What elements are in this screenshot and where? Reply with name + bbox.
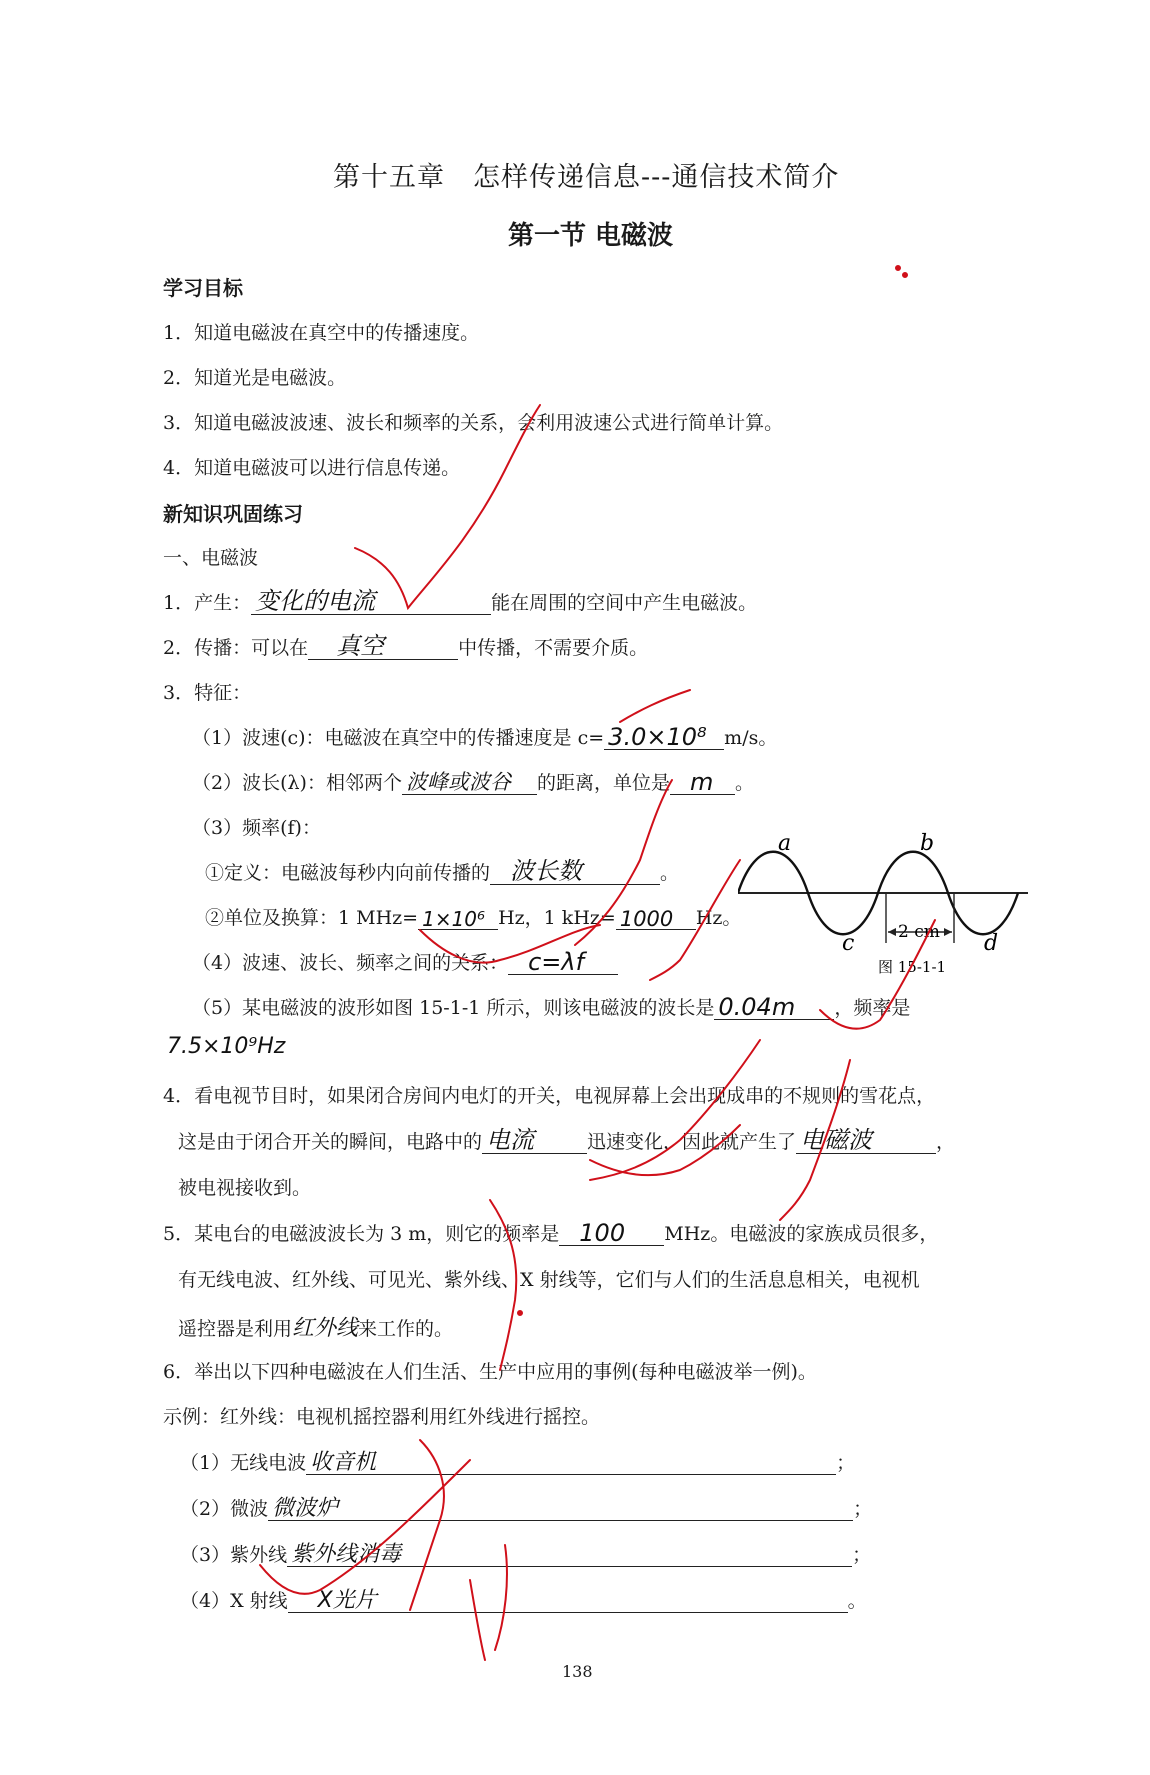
app-label: （3）紫外线 xyxy=(180,1544,288,1566)
app-label: （2）微波 xyxy=(180,1498,269,1520)
handwritten-answer: 7.5×10⁹Hz xyxy=(167,1034,286,1059)
handwritten-answer: 1×10⁶ xyxy=(422,907,486,931)
app-end: 。 xyxy=(847,1590,867,1612)
example-line: 示例：红外线：电视机摇控器利用红外线进行摇控。 xyxy=(163,1406,601,1428)
handwritten-answer: c=λf xyxy=(528,948,585,976)
question-text: 来工作的。 xyxy=(358,1318,454,1340)
label-a: a xyxy=(778,831,792,856)
question-3-5 xyxy=(192,993,910,1020)
question-1 xyxy=(163,588,757,615)
handwritten-answer: 电磁波 xyxy=(800,1126,873,1154)
app-row xyxy=(180,1540,871,1567)
part-heading: 一、电磁波 xyxy=(163,547,259,569)
question-3-3: （3）频率(f)： xyxy=(192,817,321,839)
check-mark xyxy=(620,690,690,722)
answer-blank[interactable] xyxy=(163,1035,313,1058)
handwritten-answer: 收音机 xyxy=(310,1450,377,1475)
label-b: b xyxy=(920,831,935,856)
answer-blank[interactable] xyxy=(482,1126,587,1154)
goal-item: 1．知道电磁波在真空中的传播速度。 xyxy=(163,322,480,344)
app-row xyxy=(180,1494,872,1521)
question-text: 这是由于闭合开关的瞬间，电路中的 xyxy=(178,1131,483,1153)
check-mark xyxy=(590,1040,760,1180)
question-text: Hz。 xyxy=(695,907,742,929)
question-text: （2）波长(λ)：相邻两个 xyxy=(192,772,402,794)
handwritten-answer: X光片 xyxy=(317,1588,377,1613)
handwritten-answer: 电流 xyxy=(486,1126,535,1154)
answer-blank[interactable] xyxy=(268,1498,853,1521)
section-title: 第一节 电磁波 xyxy=(508,221,674,251)
app-row xyxy=(180,1448,855,1475)
answer-blank[interactable] xyxy=(796,1126,936,1154)
answer-blank[interactable] xyxy=(402,772,537,795)
app-label: （4）X 射线 xyxy=(180,1590,288,1612)
question-5-line1 xyxy=(163,1219,938,1246)
question-text: 能在周围的空间中产生电磁波。 xyxy=(491,592,758,614)
answer-blank[interactable] xyxy=(308,632,458,660)
answer-blank[interactable] xyxy=(251,587,491,615)
app-row xyxy=(180,1586,867,1613)
ink-dot xyxy=(903,273,907,277)
answer-blank[interactable] xyxy=(508,948,618,976)
handwritten-answer: 1000 xyxy=(619,907,674,931)
question-6: 6．举出以下四种电磁波在人们生活、生产中应用的事例(每种电磁波举一例)。 xyxy=(163,1361,817,1383)
question-text: （5）某电磁波的波形如图 15-1-1 所示，则该电磁波的波长是 xyxy=(192,997,715,1019)
ink-dot xyxy=(896,266,900,270)
question-text: MHz。电磁波的家族成员很多， xyxy=(664,1223,939,1245)
answer-blank[interactable] xyxy=(288,1590,848,1613)
answer-blank[interactable] xyxy=(306,1452,836,1475)
ink-dot xyxy=(518,1311,522,1315)
app-end: ； xyxy=(836,1452,856,1474)
practice-heading: 新知识巩固练习 xyxy=(163,502,303,526)
handwritten-answer: 100 xyxy=(579,1219,626,1247)
handwritten-answer: 微波炉 xyxy=(272,1496,339,1521)
question-text: ， xyxy=(936,1131,956,1153)
question-5-line2: 有无线电波、红外线、可见光、紫外线、X 射线等，它们与人们的生活息息相关，电视机 xyxy=(178,1269,920,1291)
question-text: 。 xyxy=(660,862,680,884)
handwritten-answer: 紫外线消毒 xyxy=(291,1542,402,1567)
handwritten-answer: 0.04m xyxy=(718,993,796,1021)
answer-blank[interactable] xyxy=(287,1544,852,1567)
question-text: m/s。 xyxy=(724,727,778,749)
question-text: 1．产生： xyxy=(163,592,252,614)
answer-blank[interactable] xyxy=(670,768,735,796)
answer-blank[interactable] xyxy=(418,907,498,930)
question-3-1 xyxy=(192,723,777,750)
figure-caption: 图 15-1-1 xyxy=(878,958,947,976)
handwritten-answer: 3.0×10⁸ xyxy=(608,723,707,751)
question-4-line2 xyxy=(178,1127,955,1154)
handwritten-answer: 红外线 xyxy=(292,1316,359,1341)
question-text: 的距离，单位是 xyxy=(536,772,670,794)
handwritten-answer: 真空 xyxy=(336,632,385,660)
chapter-title: 第十五章 怎样传递信息---通信技术简介 xyxy=(333,162,840,193)
question-3-4 xyxy=(192,948,618,975)
answer-blank[interactable] xyxy=(559,1219,664,1247)
measure-label: 2 cm xyxy=(898,922,940,942)
question-text: （1）波速(c)：电磁波在真空中的传播速度是 c= xyxy=(192,727,605,749)
question-3-3b xyxy=(205,903,741,930)
answer-blank[interactable] xyxy=(616,907,696,930)
app-end: ； xyxy=(853,1498,873,1520)
question-text: ，频率是 xyxy=(834,997,911,1019)
goal-item: 2．知道光是电磁波。 xyxy=(163,367,347,389)
question-text: ②单位及换算：1 MHz= xyxy=(205,907,419,929)
wave-figure xyxy=(738,828,1038,978)
question-4-line1: 4．看电视节目时，如果闭合房间内电灯的开关，电视屏幕上会出现成串的不规则的雪花点， xyxy=(163,1085,936,1107)
question-text: 5．某电台的电磁波波长为 3 m，则它的频率是 xyxy=(163,1223,560,1245)
question-text: （4）波速、波长、频率之间的关系： xyxy=(192,952,509,974)
question-3-5-line2 xyxy=(163,1035,313,1058)
goals-heading: 学习目标 xyxy=(163,276,243,300)
answer-blank[interactable] xyxy=(490,857,660,885)
question-text: ①定义：电磁波每秒内向前传播的 xyxy=(205,862,491,884)
question-text: 。 xyxy=(734,772,754,794)
question-text: 迅速变化，因此就产生了 xyxy=(587,1131,797,1153)
handwritten-answer: m xyxy=(689,768,714,796)
question-text: Hz，1 kHz= xyxy=(498,907,616,929)
question-2 xyxy=(163,633,648,660)
question-4-line3: 被电视接收到。 xyxy=(178,1177,312,1199)
question-3-2 xyxy=(192,768,754,795)
question-3: 3．特征： xyxy=(163,682,252,704)
question-text: 2．传播：可以在 xyxy=(163,637,309,659)
question-text: 中传播，不需要介质。 xyxy=(458,637,649,659)
check-mark xyxy=(260,1460,470,1594)
page-number: 138 xyxy=(562,1662,593,1681)
goal-item: 3．知道电磁波波速、波长和频率的关系，会利用波速公式进行简单计算。 xyxy=(163,412,784,434)
question-text: 遥控器是利用 xyxy=(178,1318,293,1340)
question-5-line3 xyxy=(178,1311,453,1342)
answer-blank[interactable] xyxy=(604,723,724,751)
goal-item: 4．知道电磁波可以进行信息传递。 xyxy=(163,457,461,479)
check-mark xyxy=(355,405,540,608)
app-label: （1）无线电波 xyxy=(180,1452,307,1474)
handwritten-answer: 波峰或波谷 xyxy=(405,770,511,794)
label-c: c xyxy=(842,931,855,956)
answer-blank[interactable] xyxy=(714,993,834,1021)
question-3-3a xyxy=(205,858,679,885)
app-end: ； xyxy=(852,1544,872,1566)
label-d: d xyxy=(984,931,999,956)
handwritten-answer: 变化的电流 xyxy=(255,587,376,615)
handwritten-answer: 波长数 xyxy=(510,857,583,885)
